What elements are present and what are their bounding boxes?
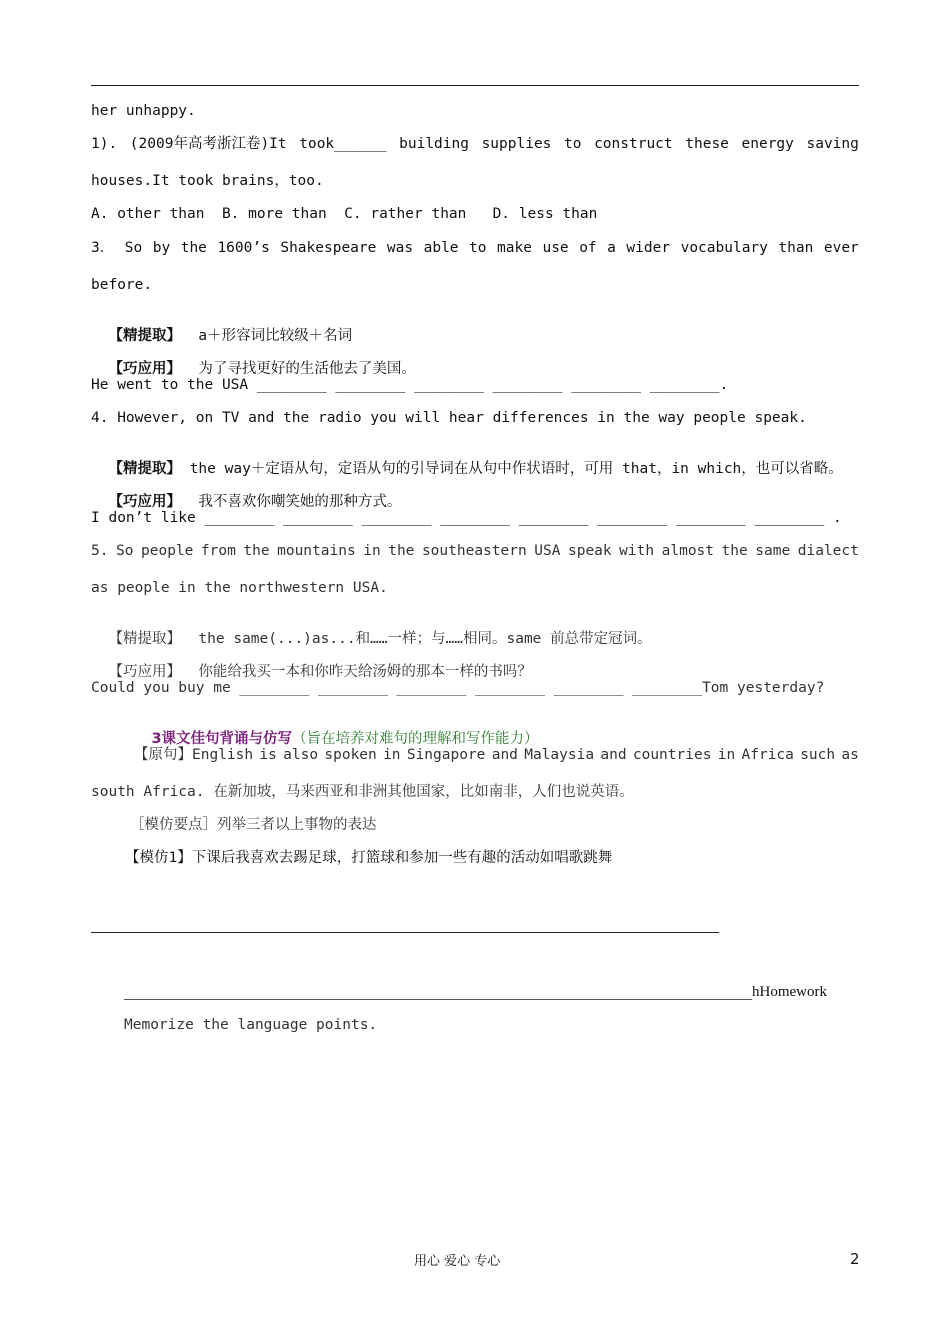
extract-text: a＋形容词比较级＋名词 <box>180 328 353 344</box>
extract-line <box>91 442 843 478</box>
apply-text: 你能给我买一本和你昨天给汤姆的那本一样的书吗？ <box>180 664 532 680</box>
apply-line <box>91 645 532 681</box>
answer-options: A. other than B. more than C. rather than D. less than <box>91 206 598 222</box>
extract-tag: 【精提取】 <box>108 461 181 477</box>
extract-tag: 【精提取】 <box>108 631 181 647</box>
imitation-point: ［模仿要点］列举三者以上事物的表达 <box>130 817 377 833</box>
text-line: as people in the northwestern USA. <box>91 580 388 596</box>
homework-label: hHomework <box>752 984 827 1000</box>
footer-center: 用心 爱心 专心 <box>414 1254 501 1269</box>
extract-text: the same(...)as...和……一样；与……相同。same 前总带定冠词。 <box>180 631 652 647</box>
apply-tag: 【巧应用】 <box>108 664 181 680</box>
apply-tag: 【巧应用】 <box>108 494 181 510</box>
fill-blank-line: He went to the USA ________ ________ ________ ________ ________ ________. <box>91 377 729 393</box>
apply-line <box>91 475 401 511</box>
extract-tag: 【精提取】 <box>108 328 181 344</box>
apply-line <box>91 342 416 378</box>
section-title: 3课文佳句背诵与仿写 <box>151 731 293 747</box>
fill-blank-line: I don’t like ________ ________ ________ ________ ________ ________ ________ ________ . <box>91 510 842 526</box>
text-line: houses.It took brains，too. <box>91 173 324 189</box>
extract-text: the way＋定语从句，定语从句的引导词在从句中作状语时，可用 that，in which，也可以省略。 <box>180 461 843 477</box>
sentence-5-line: 5. So people from the mountains in the southeastern USA speak with almost the same dialect <box>91 543 859 559</box>
sentence-4-line: 4. However, on TV and the radio you will hear differences in the way people speak. <box>91 410 807 426</box>
section-heading <box>134 712 539 748</box>
homework-rule <box>124 999 752 1000</box>
apply-text: 我不喜欢你嘲笑她的那种方式。 <box>180 494 402 510</box>
sentence-3-line: 3． So by the 1600’s Shakespeare was able to make use of a wider vocabulary than ever <box>91 240 859 256</box>
text-line: her unhappy. <box>91 103 196 119</box>
answer-line <box>91 932 719 933</box>
imitation-task: 【模仿1】下课后我喜欢去踢足球，打篮球和参加一些有趣的活动如唱歌跳舞 <box>125 850 613 866</box>
text-line: south Africa. 在新加坡，马来西亚和非洲其他国家，比如南非，人们也说英语。 <box>91 784 634 800</box>
apply-text: 为了寻找更好的生活他去了美国。 <box>180 361 416 377</box>
extract-line <box>91 309 352 345</box>
fill-blank-line: Could you buy me ________ ________ ________ ________ ________ ________Tom yesterday? <box>91 680 825 696</box>
question-1-line: 1). (2009年高考浙江卷)It took______ building supplies to construct these energy saving <box>91 136 859 152</box>
homework-text: Memorize the language points. <box>124 1017 378 1033</box>
apply-tag: 【巧应用】 <box>108 361 181 377</box>
extract-line <box>91 612 652 648</box>
original-sentence-line: 【原句】English is also spoken in Singapore and Malaysia and countries in Africa such as <box>134 747 859 763</box>
header-rule <box>91 85 859 86</box>
text-line: before. <box>91 277 153 293</box>
page-number: 2 <box>850 1250 860 1268</box>
section-note: （旨在培养对难句的理解和写作能力） <box>292 731 539 747</box>
